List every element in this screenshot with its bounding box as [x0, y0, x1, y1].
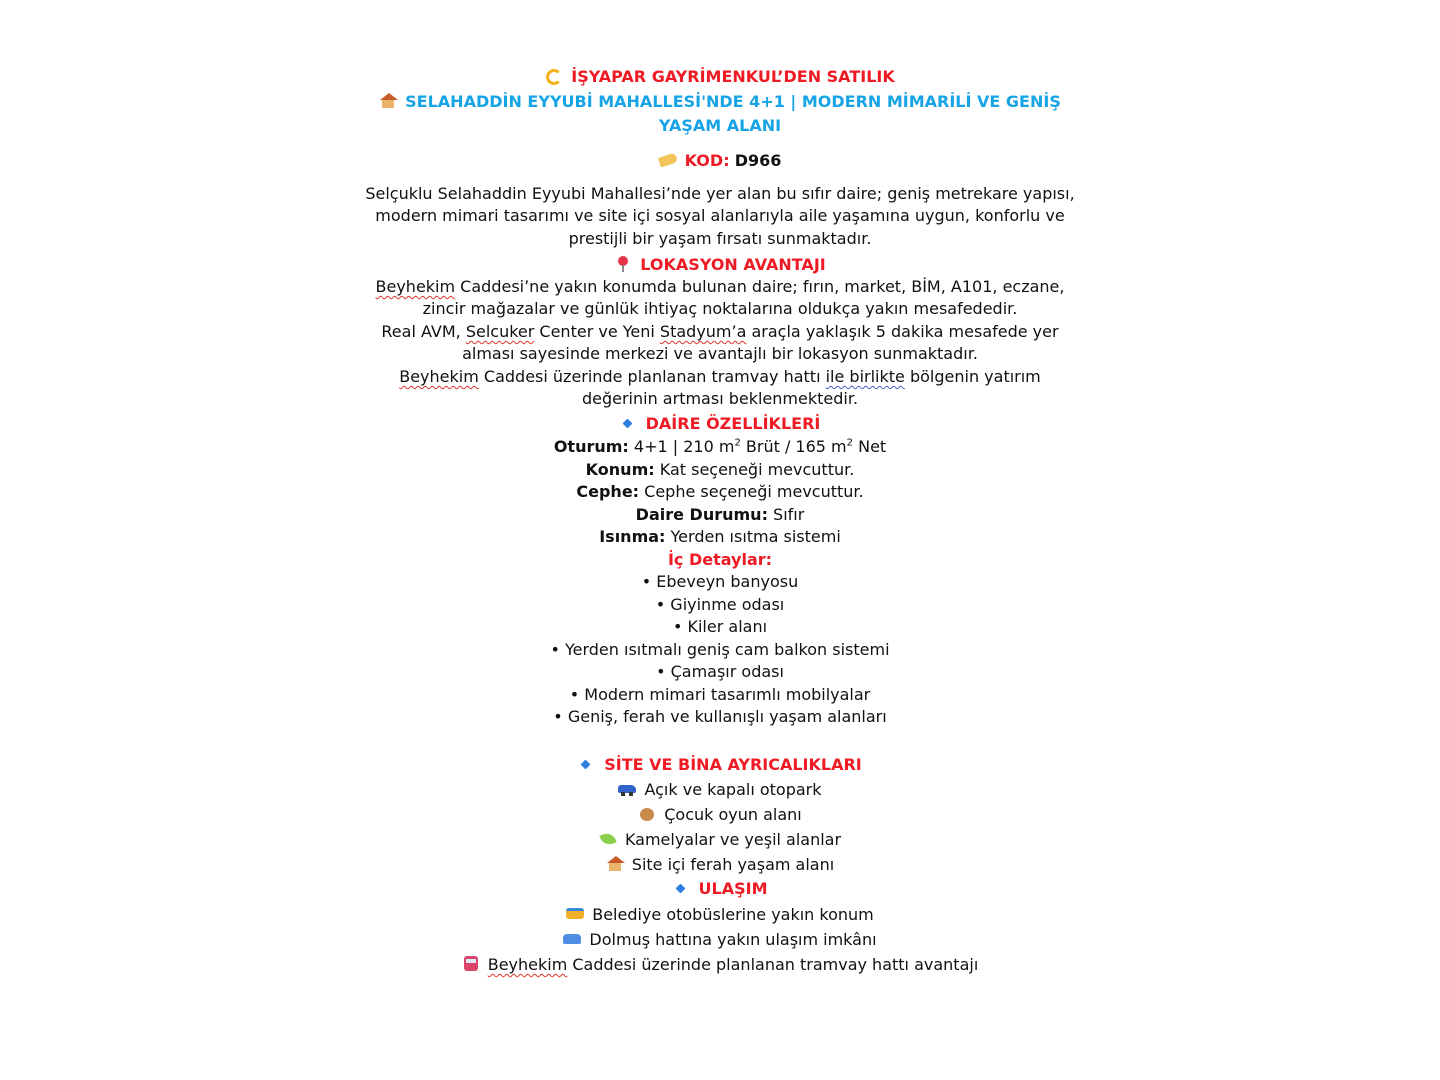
intro-line: prestijli bir yaşam fırsatı sunmaktadır. — [568, 229, 872, 248]
intro-line: modern mimari tasarımı ve site içi sosyal alanlarıyla aile yaşamına uygun, konforlu ve — [375, 206, 1065, 225]
blue-diamond-icon — [673, 880, 691, 896]
house-icon — [379, 93, 397, 109]
transport-heading: ULAŞIM — [0, 878, 1440, 900]
inner-detail-item: • Giyinme odası — [655, 595, 785, 614]
listing-subtitle-line2: YAŞAM ALANI — [658, 116, 782, 135]
inner-detail-item: • Yerden ısıtmalı geniş cam balkon sistemi — [550, 640, 890, 659]
features-heading: DAİRE ÖZELLİKLERİ — [0, 413, 1440, 435]
inner-detail-item: • Geniş, ferah ve kullanışlı yaşam alanları — [553, 707, 887, 726]
site-item: Site içi ferah yaşam alanı — [0, 854, 1440, 876]
car-icon — [618, 781, 636, 797]
location-line: alması sayesinde merkezi ve avantajlı bir lokasyon sunmaktadır. — [462, 344, 978, 363]
location-line: Beyhekim Caddesi üzerinde planlanan tramvay hattı ile birlikte bölgenin yatırım — [399, 367, 1041, 386]
site-item: Açık ve kapalı otopark — [0, 779, 1440, 801]
house-icon — [606, 856, 624, 872]
feature-isinma: Isınma: Yerden ısıtma sistemi — [599, 527, 841, 546]
inner-detail-item: • Modern mimari tasarımlı mobilyalar — [569, 685, 871, 704]
feature-oturum: Oturum: 4+1 | 210 $m^2$ Brüt / 165 $m^2$ Net — [553, 437, 887, 456]
location-line: değerinin artması beklenmektedir. — [581, 389, 859, 408]
blue-diamond-icon — [620, 415, 638, 431]
inner-detail-item: • Ebeveyn banyosu — [641, 572, 799, 591]
teddy-bear-icon — [638, 806, 656, 822]
bus-icon — [566, 906, 584, 922]
inner-detail-item: • Kiler alanı — [672, 617, 768, 636]
location-line: Beyhekim Caddesi’ne yakın konumda bulunan daire; fırın, market, BİM, A101, eczane, — [375, 277, 1065, 296]
dizzy-icon — [545, 68, 563, 84]
site-item: Çocuk oyun alanı — [0, 804, 1440, 826]
blue-diamond-icon — [578, 756, 596, 772]
site-item: Kamelyalar ve yeşil alanlar — [0, 829, 1440, 851]
feature-konum: Konum: Kat seçeneği mevcuttur. — [585, 460, 855, 479]
intro-line: Selçuklu Selahaddin Eyyubi Mahallesi’nde yer alan bu sıfır daire; geniş metrekare yapısı, — [365, 184, 1075, 203]
label-tag-icon — [659, 152, 677, 168]
feature-cephe: Cephe: Cephe seçeneği mevcuttur. — [576, 482, 864, 501]
location-line: zincir mağazalar ve günlük ihtiyaç noktalarına oldukça yakın mesafededir. — [422, 299, 1018, 318]
inner-detail-item: • Çamaşır odası — [656, 662, 784, 681]
tram-icon — [462, 956, 480, 972]
location-line: Real AVM, Selcuker Center ve Yeni Stadyum’a araçla yaklaşık 5 dakika mesafede yer — [381, 322, 1059, 341]
listing-code: KOD: D966 — [0, 150, 1440, 172]
transport-item: Belediye otobüslerine yakın konum — [0, 904, 1440, 926]
listing-title: İŞYAPAR GAYRİMENKUL’DEN SATILIK — [0, 66, 1440, 88]
round-pushpin-icon — [614, 256, 632, 272]
minibus-icon — [563, 931, 581, 947]
herb-icon — [599, 831, 617, 847]
transport-item: Beyhekim Caddesi üzerinde planlanan tramvay hattı avantajı — [0, 954, 1440, 976]
transport-item: Dolmuş hattına yakın ulaşım imkânı — [0, 929, 1440, 951]
feature-daire-durumu: Daire Durumu: Sıfır — [635, 505, 805, 524]
inner-details-heading: İç Detaylar: — [667, 550, 773, 569]
site-heading: SİTE VE BİNA AYRICALIKLARI — [0, 754, 1440, 776]
location-heading: LOKASYON AVANTAJI — [0, 254, 1440, 276]
listing-subtitle: SELAHADDİN EYYUBİ MAHALLESİ'NDE 4+1 | MODERN MİMARİLİ VE GENİŞ — [0, 91, 1440, 113]
